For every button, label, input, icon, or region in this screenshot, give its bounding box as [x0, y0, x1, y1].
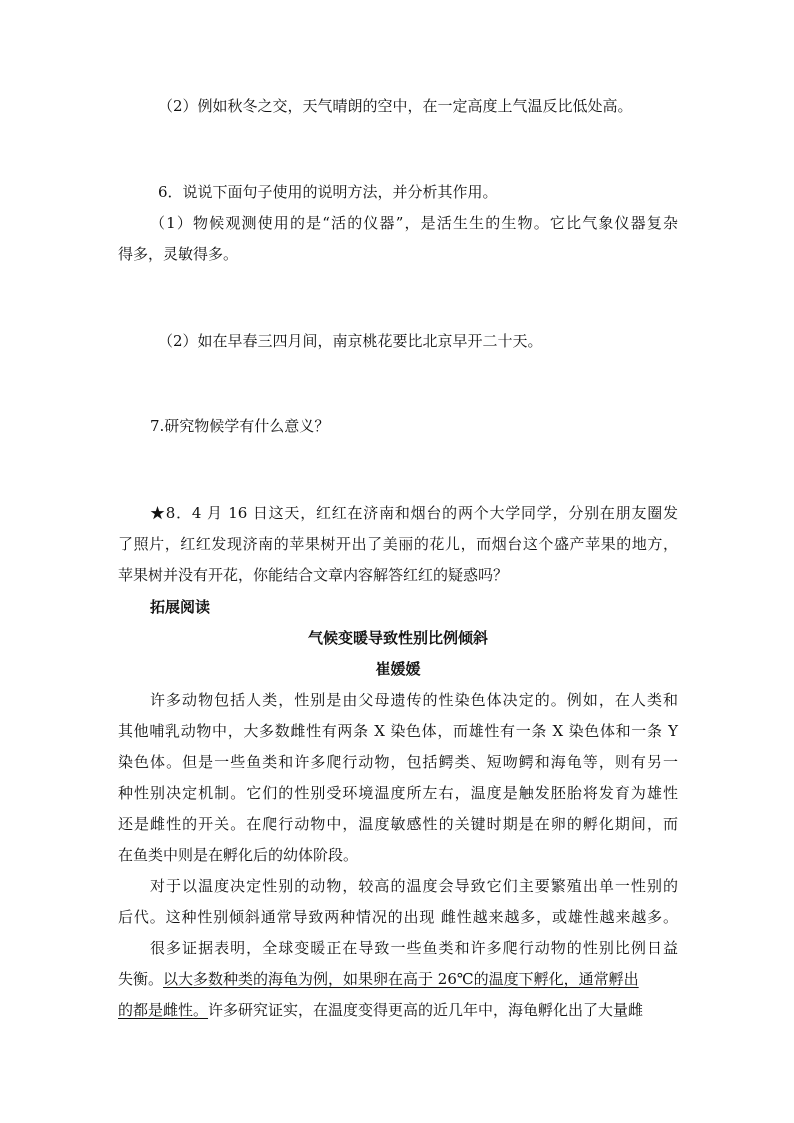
p3-line2: [118, 969, 678, 989]
p1-line2: 其他哺乳动物中，大多数雌性有两条 X 染色体，而雄性有一条 X 染色体和一条 Y: [118, 722, 678, 740]
p3-line1: 很多证据表明，全球变暖正在导致一些鱼类和许多爬行动物的性别比例日益: [150, 939, 678, 957]
q6-part1-line1: （1）物候观测使用的是“活的仪器”，是活生生的生物。它比气象仪器复杂: [150, 214, 678, 232]
p1-line6: 在鱼类中则是在孵化后的幼体阶段。: [118, 846, 359, 864]
p3-line2-underlined: 以大多数种类的海龟为例，如果卵在高于 26℃的温度下孵化，通常孵出: [163, 970, 639, 988]
p2-line1: 对于以温度决定性别的动物，较高的温度会导致它们主要繁殖出单一性别的: [150, 877, 678, 895]
p1-line4: 种性别决定机制。它们的性别受环境温度所左右，温度是触发胚胎将发育为雄性: [118, 784, 678, 802]
p1-line5: 还是雌性的开关。在爬行动物中，温度敏感性的关键时期是在卵的孵化期间，而: [118, 815, 678, 833]
p1-line1: 许多动物包括人类，性别是由父母遗传的性染色体决定的。例如，在人类和: [150, 691, 678, 709]
p3-line3-plain: 许多研究证实，在温度变得更高的近几年中，海龟孵化出了大量雌: [208, 1001, 644, 1019]
q6-title: 6．说说下面句子使用的说明方法，并分析其作用。: [158, 183, 498, 201]
q8-line3: 苹果树并没有开花，你能结合文章内容解答红红的疑惑吗？: [118, 566, 509, 584]
extended-reading-heading: 拓展阅读: [150, 598, 211, 616]
article-author: 崔媛媛: [375, 660, 421, 678]
p3-line3-underlined: 的都是雌性。: [118, 1001, 209, 1019]
p1-line3: 染色体。但是一些鱼类和许多爬行动物，包括鳄类、短吻鳄和海龟等，则有另一: [118, 753, 678, 771]
q6-part1-line2: 得多，灵敏得多。: [118, 245, 239, 263]
q6-part2: （2）如在早春三四月间，南京桃花要比北京早开二十天。: [158, 332, 543, 350]
q7: 7.研究物候学有什么意义？: [150, 417, 330, 435]
q5-part2: （2）例如秋冬之交，天气晴朗的空中，在一定高度上气温反比低处高。: [158, 97, 633, 115]
p3-line3: [118, 1000, 678, 1020]
p2-line2: 后代。这种性别倾斜通常导致两种情况的出现 雌性越来越多，或雄性越来越多。: [118, 908, 678, 926]
q8-line1: ★8．4 月 16 日这天，红红在济南和烟台的两个大学同学，分别在朋友圈发: [150, 504, 678, 522]
p3-line2-plain: 失衡。: [118, 970, 164, 988]
article-title: 气候变暖导致性别比例倾斜: [307, 629, 488, 647]
q8-line2: 了照片，红红发现济南的苹果树开出了美丽的花儿，而烟台这个盛产苹果的地方，: [118, 535, 678, 553]
